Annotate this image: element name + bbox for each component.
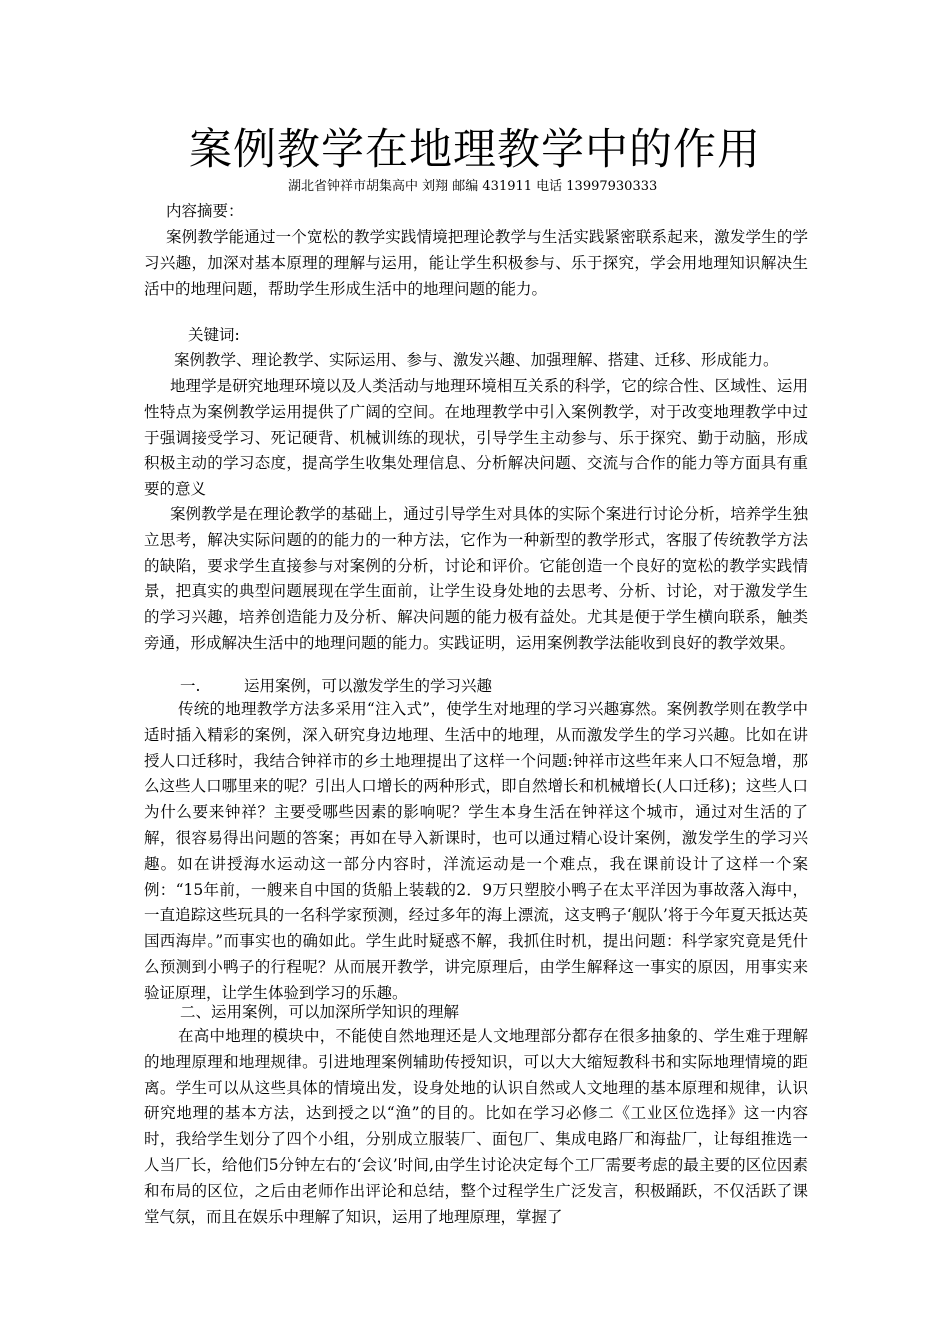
body-paragraph-2: 案例教学是在理论教学的基础上，通过引导学生对具体的实际个案进行讨论分析，培养学生独立思考，解决实际问题的的能力的一种方法，它作为一种新型的教学形式，客服了传统教学方法的缺陷，要求学生直接参与对案例的分析，讨论和评价。它能创造一个良好的宽松的教学实践情景，把真实的典型问题展现在学生面前，让学生设身处地的去思考、分析、讨论，对于激发学生的学习兴趣，培养创造能力及分析、解决问题的能力极有益处。尤其是便于学生横向联系，触类旁通，形成解决生活中的地理问题的能力。实践证明，运用案例教学法能收到良好的教学效果。 <box>144 505 808 652</box>
author-byline: 湖北省钟祥市胡集高中 刘翔 邮编 431911 电话 13997930333 <box>288 179 658 194</box>
body-paragraph-3: 传统的地理教学方法多采用“注入式”，使学生对地理的学习兴趣寡然。案例教学则在教学中适时插入精彩的案例，深入研究身边地理、生活中的地理，从而激发学生的学习兴趣。比如在讲授人口迁移时，我结合钟祥市的乡土地理提出了这样一个问题:钟祥市这些年来人口不短急增，那么这些人口哪里来的呢？引出人口增长的两种形式，即自然增长和机械增长(人口迁移)；这些人口为什么要来钟祥？主要受哪些因素的影响呢？学生本身生活在钟祥这个城市，通过对生活的了解，很容易得出问题的答案；再如在导入新课时，也可以通过精心设计案例，激发学生的学习兴趣。如在讲授海水运动这一部分内容时，洋流运动是一个难点，我在课前设计了这样一个案例：“15年前，一艘来自中国的货船上装载的2．9万只塑胶小鸭子在太平洋因为事故落入海中，一直追踪这些玩具的一名科学家预测，经过多年的海上漂流，这支鸭子‘舰队’将于今年夏天抵达英国西海岸。”而事实也的确如此。学生此时疑惑不解，我抓住时机，提出问题：科学家究竟是凭什么预测到小鸭子的行程呢？从而展开教学，讲完原理后，由学生解释这一事实的原因，用事实来验证原理，让学生体验到学习的乐趣。 <box>144 700 808 1002</box>
section-1-number: 一. <box>180 677 201 695</box>
abstract-label: 内容摘要： <box>166 202 244 220</box>
abstract-paragraph: 案例教学能通过一个宽松的教学实践情境把理论教学与生活实践紧密联系起来，激发学生的学习兴趣，加深对基本原理的理解与运用，能让学生积极参与、乐于探究，学会用地理知识解决生活中的地理问题，帮助学生形成生活中的地理问题的能力。 <box>144 228 808 298</box>
section-1-heading: 运用案例，可以激发学生的学习兴趣 <box>244 677 493 695</box>
body-paragraph-4: 在高中地理的模块中，不能使自然地理还是人文地理部分都存在很多抽象的、学生难于理解的地理原理和地理规律。引进地理案例辅助传授知识，可以大大缩短教科书和实际地理情境的距离。学生可以从这些具体的情境出发，设身处地的认识自然或人文地理的基本原理和规律，认识研究地理的基本方法，达到授之以“渔”的目的。比如在学习必修二《工业区位选择》这一内容时，我给学生划分了四个小组，分别成立服装厂、面包厂、集成电路厂和海盐厂，让每组推选一人当厂长，给他们5分钟左右的‘会议’时间,由学生讨论决定每个工厂需要考虑的最主要的区位因素和布局的区位，之后由老师作出评论和总结，整个过程学生广泛发言，积极踊跃，不仅活跃了课堂气氛，而且在娱乐中理解了知识，运用了地理原理，掌握了 <box>144 1027 808 1226</box>
section-2-heading: 二、运用案例，可以加深所学知识的理解 <box>180 1003 460 1021</box>
body-paragraph-1: 地理学是研究地理环境以及人类活动与地理环境相互关系的科学，它的综合性、区域性、运用性特点为案例教学运用提供了广阔的空间。在地理教学中引入案例教学，对于改变地理教学中过于强调接受学习、死记硬背、机械训练的现状，引导学生主动参与、乐于探究、勤于动脑，形成积极主动的学习态度，提高学生收集处理信息、分析解决问题、交流与合作的能力等方面具有重要的意义 <box>144 377 808 499</box>
keywords-label: 关键词: <box>188 326 240 344</box>
document-title: 案例教学在地理教学中的作用 <box>189 125 761 175</box>
keywords-paragraph: 案例教学、理论教学、实际运用、参与、激发兴趣、加强理解、搭建、迁移、形成能力。 <box>174 351 779 369</box>
